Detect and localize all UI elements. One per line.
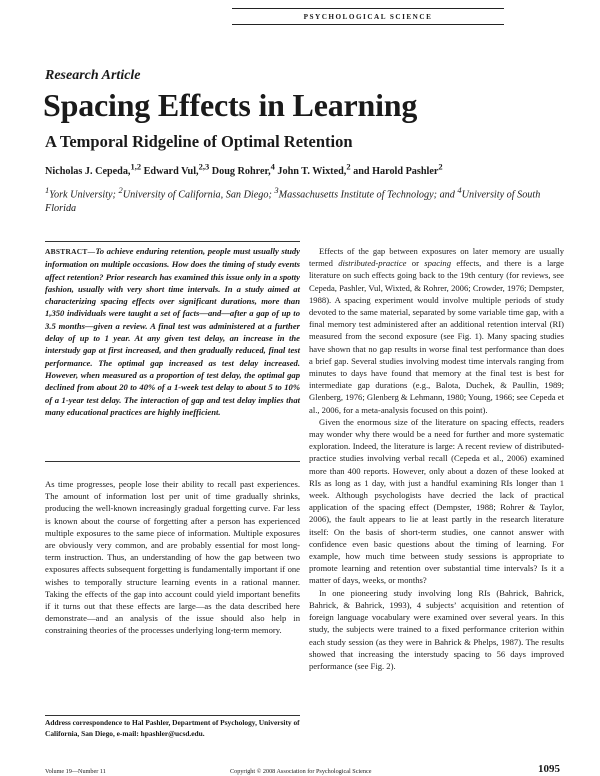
article-type: Research Article [45, 68, 141, 83]
author: Edward Vul,$^{2,3}$ [143, 162, 210, 178]
journal-name: PSYCHOLOGICAL SCIENCE [303, 13, 433, 21]
abstract-text: To achieve enduring retention, people must usually study information on multiple occasions. How does the timing of study events affect retention? Prior research has examined this issue only in a spotty fashion, usually with very short time intervals. In a study aimed at characterizing spacing effects over significant durations, more than 1,350 individuals were taught a set of facts—and—after a gap of up to 3.5 months—given a review. A final test was administered at a further delay of up to 1 year. At any given test delay, an increase in the interstudy gap at first increased, and then gradually reduced, final test performance. The optimal gap increased as test delay increased. However, when measured as a proportion of test delay, the optimal gap declined from about 20 to 40% of a 1-week test delay to about 5 to 10% of a 1-year test delay. The interaction of gap and test delay implies that many educational practices are highly inefficient. [45, 246, 300, 417]
body-right-column [309, 245, 564, 672]
footnote-rule [45, 715, 300, 716]
article-subtitle: A Temporal Ridgeline of Optimal Retention [45, 132, 353, 151]
body-left-column [45, 478, 300, 637]
correspondence-footnote: Address correspondence to Hal Pashler, Department of Psychology, University of California, San Diego, e-mail: hpashler@ucsd.edu. [45, 718, 300, 738]
author: John T. Wixted,$^2$ and [277, 162, 373, 178]
body-paragraph: In one pioneering study involving long RIs (Bahrick, Bahrick, Bahrick, & Bahrick, 1993), 4 subjects’ acquisition and retention of foreign language vocabulary were examined over several years. In this study, the subjects were trained to a fixed performance criterion within each study session (as they were in Bahrick & Phelps, 1987). The results showed that increasing the interstudy spacing to 56 days improved performance (see Fig. 2). [309, 587, 564, 671]
article-title: Spacing Effects in Learning [43, 87, 418, 123]
author-list [45, 162, 443, 177]
abstract-label: ABSTRACT— [45, 247, 96, 256]
author: Nicholas J. Cepeda,$^{1,2}$ [45, 162, 142, 178]
body-paragraph: As time progresses, people lose their ability to recall past experiences. The amount of information lost per unit of time gradually shrinks, producing the well-known increasingly gradual forgetting curve. Far less is known about the course of forgetting after a person has experienced multiple exposures to the same piece of information. Multiple exposures are obviously very common, and are probably essential for most long-term instruction. Thus, an understanding of how the gap between two exposures affects subsequent forgetting is fundamentally important if one wishes to temporally structure learning events in a rational manner. Taking the effects of the gap into account could yield important benefits if it turns out that these effects are large—as the data described here demonstrate—and an analysis of the issue should also help in constraining theories of the processes underlying long-term memory. [45, 479, 300, 636]
abstract-rule-bottom [45, 461, 300, 462]
abstract [45, 245, 300, 418]
journal-rule-bottom [232, 24, 504, 25]
author: Harold Pashler$^2$ [372, 162, 443, 178]
journal-rule-top [232, 8, 504, 9]
body-paragraph: Given the enormous size of the literature on spacing effects, readers may wonder why there would be a need for further and more systematic exploration. Indeed, the literature is large: A recent review of distributed-practice studies involving verbal recall (Cepeda et al., 2006) examined more than 400 reports. However, only about a dozen of these looked at RIs as long as 1 day, with just a handful examining RIs longer than 1 week. Although psychologists have decried the lack of practical application of the spacing effect (Dempster, 1988; Rohrer & Taylor, 2006), the fault appears to lie at least partly in the research literature itself: On the basis of short-term studies, one cannot answer with confidence even basic questions about the timing of learning. For example, how much time between study sessions is appropriate to promote learning and retention over substantial time intervals? Is it a matter of days, weeks, or months? [309, 416, 564, 586]
abstract-rule-top [45, 241, 300, 242]
volume-info: Volume 19—Number 11 [45, 768, 106, 775]
copyright: Copyright © 2008 Association for Psychological Science [230, 768, 372, 775]
author: Doug Rohrer,$^4$ [211, 162, 275, 178]
affiliations: $^1$York University; $^2$University of California, San Diego; $^3$Massachusetts Institute of Technology; and $^4$University of South Florida [45, 185, 541, 215]
page-number: 1095 [538, 763, 560, 775]
body-paragraph: Effects of the gap between exposures on later memory are usually termed distributed-practice or spacing effects, and there is a large literature on such effects going back to the 19th century (for reviews, see Cepeda, Pashler, Vul, Wixted, & Rohrer, 2006; Crowder, 1976; Dempster, 1988). A spacing experiment would involve multiple periods of study devoted to the same material, separated by some variable time gap, with a final memory test administered after an additional retention interval (RI) measured from the second exposure (see Fig. 1). Many spacing studies have shown that no gap results in worse final test performance than does a brief gap. Several studies involving modest time intervals ranging from minutes to days have found that memory at the final test is best for intermediate gap durations (e.g., Balota, Duchek, & Paullin, 1989; Glenberg, 1976; Glenberg & Lehmann, 1980; Young, 1966; see Cepeda et al., 2006, for a meta-analysis focused on this point). [309, 246, 564, 415]
